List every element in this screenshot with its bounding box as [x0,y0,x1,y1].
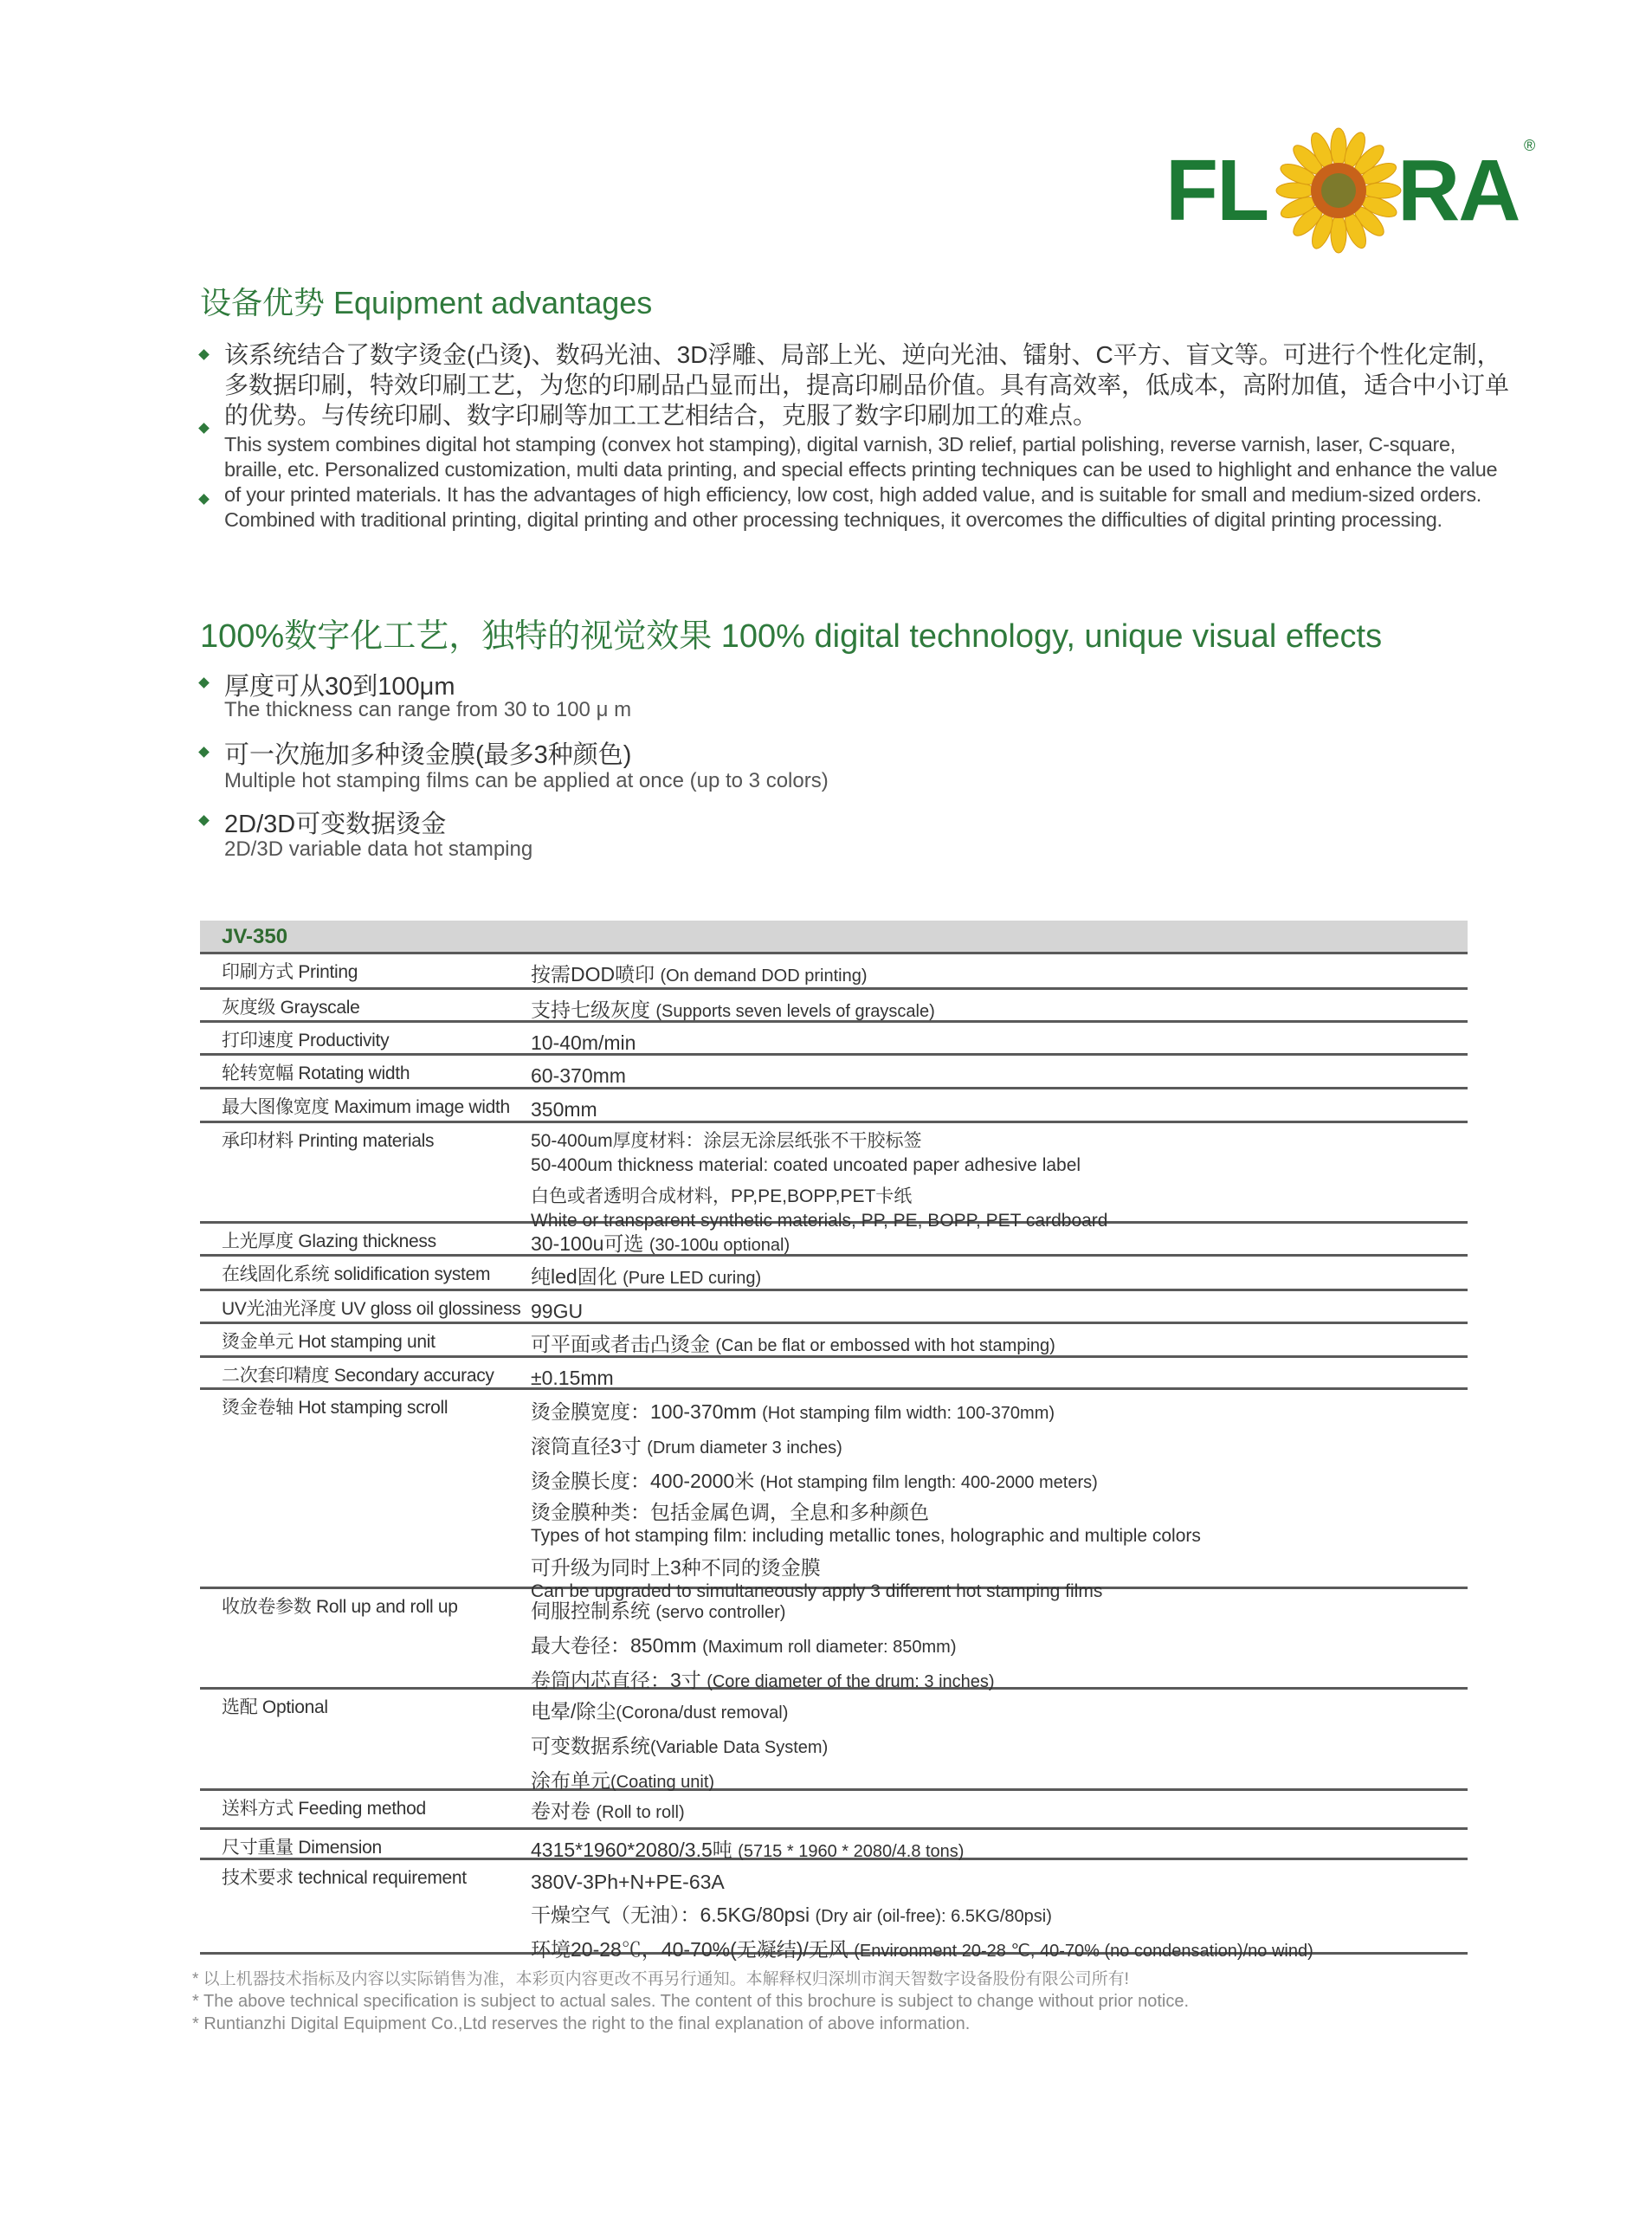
spec-label: 在线固化系统 solidification system [222,1264,491,1284]
feature-item-en: 2D/3D variable data hot stamping [224,837,533,861]
feature-item-en: Multiple hot stamping films can be applied at once (up to 3 colors) [224,769,829,792]
advantages-text [224,339,1523,533]
spec-row [200,1291,1468,1324]
spec-value-line [531,1729,1468,1764]
spec-value-text: 干燥空气（无油）：6.5KG/80psi [531,1904,816,1926]
spec-value [531,1123,1468,1231]
feature-item-cn: 可一次施加多种烫金膜(最多3种颜色) [224,741,632,769]
spec-value-text: 电晕/除尘 [531,1700,616,1723]
advantages-text-cn: 该系统结合了数字烫金(凸烫)、数码光油、3D浮雕、局部上光、逆向光油、镭射、C平方、盲文等。可进行个性化定制，多数据印刷，特效印刷工艺，为您的印刷品凸显而出，提高印刷品价值。具有高效率，低成本，高附加值，适合中小订单的优势。与传统印刷、数字印刷等加工工艺相结合，克服了数字印刷加工的难点。 [224,341,1510,429]
spec-value [531,1589,1468,1691]
spec-value-text: Can be upgraded to simultaneously apply 3 different hot stamping films [531,1581,1103,1601]
spec-value-en: (Environment 20-28 ℃, 40-70% (no condensation)/no wind) [854,1942,1313,1961]
spec-row [200,1690,1468,1791]
spec-value-en: (servo controller) [655,1603,786,1622]
spec-value-en: (Roll to roll) [596,1803,685,1822]
spec-value-line [531,1594,1468,1629]
spec-value-text: 卷对卷 [531,1800,597,1822]
advantages-text-en: This system combines digital hot stamping (convex hot stamping), digital varnish, 3D relief, partial polishing, reverse varnish, laser, C-square, braille, etc. Personalized customization, multi data printing, and special effects printing techniques can be used to highlight and enhance the value of your printed materials. It has the advantages of high efficiency, low cost, high added value, and is suitable for small and medium-sized orders. Combined with traditional printing, digital printing and other processing techniques, it overcomes the difficulties of digital printing processing. [224,433,1498,531]
spec-value-en: (5715 * 1960 * 2080/4.8 tons) [738,1842,965,1861]
spec-row [200,1224,1468,1257]
spec-value-text: 可变数据系统 [531,1735,650,1757]
flora-logo [1165,130,1538,247]
spec-value [531,1291,1468,1322]
spec-value-en: (Hot stamping film width: 100-370mm) [762,1404,1055,1423]
spec-row [200,1589,1468,1690]
spec-value-text: 30-100u可选 [531,1232,649,1255]
spec-value-line [531,1363,1468,1393]
spec-value-line [531,1430,1468,1464]
spec-value-en: (On demand DOD printing) [660,966,868,986]
spec-value-text: 涂布单元 [531,1769,610,1792]
spec-label: 收放卷参数 Roll up and roll up [222,1597,458,1617]
spec-value-line [531,1262,1468,1293]
spec-value-line [531,1028,1468,1057]
spec-row [200,1023,1468,1056]
spec-label: 打印速度 Productivity [222,1031,390,1050]
spec-value-text: 纯led固化 [531,1265,623,1288]
spec-value-text: 卷筒内芯直径：3寸 [531,1669,707,1691]
spec-value [531,1390,1468,1601]
logo-text-right: RA [1397,142,1520,239]
spec-label: 灰度级 Grayscale [222,998,360,1018]
bullet-icon [198,349,210,360]
spec-label: 承印材料 Printing materials [222,1131,435,1151]
spec-value-line [531,1329,1468,1361]
spec-label: 轮转宽幅 Rotating width [222,1063,410,1083]
spec-row [200,954,1468,990]
spec-value-line [531,1128,1468,1154]
spec-value-en: (Supports seven levels of grayscale) [655,1002,935,1021]
spec-value [531,1324,1468,1355]
spec-row [200,1056,1468,1089]
registered-mark: ® [1524,137,1536,154]
spec-row [200,1123,1468,1231]
spec-value-text: 可平面或者击凸烫金 [531,1333,716,1355]
spec-value [531,1056,1468,1087]
spec-row [200,1089,1468,1123]
spec-value-text: 可升级为同时上3种不同的烫金膜 [531,1556,821,1579]
spec-label: 上光厚度 Glazing thickness [222,1231,436,1251]
spec-value-line [531,995,1468,1026]
footnote-cn: * 以上机器技术指标及内容以实际销售为准，本彩页内容更改不再另行通知。本解释权归深圳市润天智数字设备股份有限公司所有! [192,1970,1129,1988]
spec-row [200,1791,1468,1830]
spec-value-line [531,960,1468,991]
bullet-icon [198,815,210,826]
spec-value [531,1224,1468,1254]
spec-value-text: 烫金膜长度：400-2000米 [531,1470,760,1492]
spec-value-en: (Drum diameter 3 inches) [647,1438,842,1458]
feature-item-en: The thickness can range from 30 to 100 μ m [224,698,632,721]
spec-value-line [531,1296,1468,1326]
spec-value-text: 烫金膜种类：包括金属色调，全息和多种颜色 [531,1501,929,1523]
spec-value-en: (Dry air (oil-free): 6.5KG/80psi) [815,1907,1052,1926]
spec-value-text: 50-400um厚度材料：涂层无涂层纸张不干胶标签 [531,1131,922,1151]
spec-row [200,1324,1468,1358]
spec-value-text: 支持七级灰度 [531,999,656,1021]
spec-value-en: (Coating unit) [610,1773,715,1792]
footnote-rights: * Runtianzhi Digital Equipment Co.,Ltd reserves the right to the final explanation of above information. [192,2014,971,2033]
spec-value-text: 4315*1960*2080/3.5吨 [531,1839,739,1861]
spec-value-en: (Can be flat or embossed with hot stamping) [715,1336,1055,1355]
spec-value [531,1089,1468,1121]
spec-value-text: 最大卷径：850mm [531,1634,703,1657]
spec-value-en: (Variable Data System) [650,1738,829,1757]
spec-row [200,1358,1468,1390]
spec-label: 选配 Optional [222,1697,328,1717]
spec-value-text: White or transparent synthetic materials, PP, PE, BOPP, PET cardboard [531,1211,1108,1231]
spec-value-line [531,1154,1468,1177]
spec-label: 二次套印精度 Secondary accuracy [222,1366,494,1386]
sunflower-icon [1274,126,1404,255]
spec-table [200,921,1468,1961]
spec-value-line [531,1525,1468,1548]
spec-label: UV光油光泽度 UV gloss oil glossiness [222,1299,521,1319]
spec-value [531,1358,1468,1387]
spec-value-text: 99GU [531,1300,584,1322]
spec-label: 最大图像宽度 Maximum image width [222,1097,510,1117]
section-heading-digital: 100%数字化工艺，独特的视觉效果 100% digital technology, unique visual effects [200,618,1383,655]
spec-value-text: 烫金膜宽度：100-370mm [531,1400,763,1423]
spec-value-en: (Hot stamping film length: 400-2000 meters) [759,1473,1098,1492]
spec-label: 尺寸重量 Dimension [222,1838,382,1858]
spec-row [200,1860,1468,1961]
spec-value-line [531,1865,1468,1898]
spec-value-text: 380V-3Ph+N+PE-63A [531,1871,725,1893]
spec-value-text: ±0.15mm [531,1367,614,1389]
spec-value [531,1023,1468,1053]
spec-value-line [531,1898,1468,1933]
footnote-spec: * The above technical specification is subject to actual sales. The content of this brochure is subject to change without prior notice. [192,1992,1190,2011]
spec-table-body [200,954,1468,1961]
spec-row [200,1830,1468,1860]
spec-row [200,1257,1468,1291]
spec-value [531,1791,1468,1827]
spec-value-line [531,1061,1468,1090]
spec-value-en: (Corona/dust removal) [616,1703,789,1723]
spec-value [531,1257,1468,1289]
feature-item-cn: 厚度可从30到100μm [224,673,455,701]
spec-value-en: (Maximum roll diameter: 850mm) [702,1638,957,1657]
feature-item-cn: 2D/3D可变数据烫金 [224,811,447,838]
spec-value [531,1860,1468,1961]
spec-value-line [531,1095,1468,1124]
spec-value-en: (Pure LED curing) [623,1269,762,1288]
spec-value-text: 50-400um thickness material: coated uncoated paper adhesive label [531,1155,1081,1175]
bullet-icon [198,677,210,688]
spec-table-model: JV-350 [200,921,1468,954]
spec-value [531,990,1468,1020]
spec-value-text: 白色或者透明合成材料，PP,PE,BOPP,PET卡纸 [531,1186,913,1206]
spec-value-line [531,1499,1468,1525]
spec-value-line [531,1395,1468,1430]
spec-value [531,954,1468,987]
spec-value-text: 按需DOD喷印 [531,963,661,986]
spec-value-en: (Core diameter of the drum: 3 inches) [707,1672,995,1691]
spec-value-text: 350mm [531,1098,597,1121]
spec-value-text: Types of hot stamping film: including metallic tones, holographic and multiple colors [531,1526,1201,1546]
spec-value-line [531,1554,1468,1580]
bullet-icon [198,747,210,758]
spec-value-text: 滚筒直径3寸 [531,1435,648,1458]
spec-value-line [531,1695,1468,1729]
section-heading-advantages: 设备优势 Equipment advantages [200,285,653,320]
spec-value-line [531,1796,1468,1827]
bullet-icon [198,494,210,505]
spec-label: 烫金卷轴 Hot stamping scroll [222,1398,448,1418]
spec-label: 印刷方式 Printing [222,962,358,982]
spec-label: 技术要求 technical requirement [222,1868,467,1888]
spec-value-text: 60-370mm [531,1064,626,1087]
spec-value [531,1830,1468,1861]
spec-row [200,990,1468,1023]
spec-label: 送料方式 Feeding method [222,1799,426,1819]
spec-value-line [531,1229,1468,1260]
logo-text-left: FL [1165,142,1268,239]
spec-value-line [531,1629,1468,1664]
spec-value-text: 环境20-28℃，40-70%(无凝结)/无风 [531,1938,855,1961]
spec-value-text: 伺服控制系统 [531,1600,656,1622]
spec-value [531,1690,1468,1792]
spec-value-en: (30-100u optional) [649,1236,791,1255]
spec-value-text: 10-40m/min [531,1031,636,1054]
spec-row [200,1390,1468,1601]
spec-value-line [531,1933,1468,1968]
spec-value-line [531,1184,1468,1210]
bullet-icon [198,423,210,434]
spec-value-line [531,1464,1468,1499]
spec-label: 烫金单元 Hot stamping unit [222,1332,436,1352]
